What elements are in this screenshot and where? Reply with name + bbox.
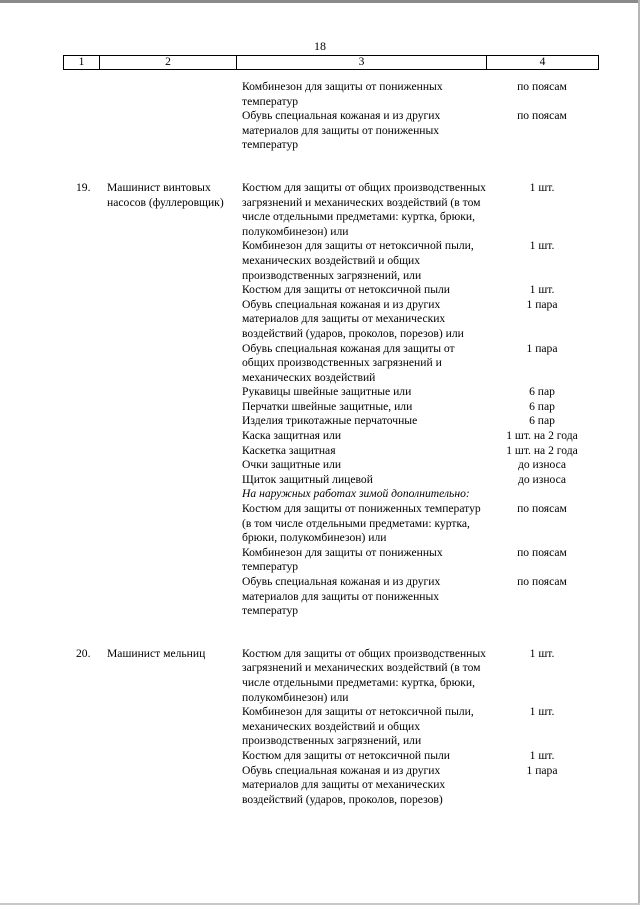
- ppe-item-name: Очки защитные или: [242, 458, 342, 472]
- ppe-item: [242, 342, 598, 386]
- ppe-item: [242, 400, 598, 415]
- ppe-item: [242, 181, 598, 239]
- page-number: 18: [314, 39, 326, 53]
- ppe-item-name: Каска защитная или: [242, 429, 342, 443]
- ppe-item-norm: 1 шт.: [529, 239, 555, 253]
- ppe-item-norm: 1 шт. на 2 года: [506, 429, 578, 443]
- ppe-item: [242, 414, 598, 429]
- ppe-item: [242, 444, 598, 459]
- ppe-item-name: Костюм для защиты от общих производственных загрязнений и механических воздействий (в том числе отдельными предметами: куртка, брюки, полукомбинезон) или: [242, 646, 486, 704]
- ppe-item: [242, 458, 598, 473]
- ppe-item-list: [242, 647, 598, 808]
- ppe-item-norm: 1 шт. на 2 года: [506, 443, 578, 457]
- ppe-item-norm: 6 пар: [529, 385, 555, 399]
- row-number: 19.: [76, 180, 91, 194]
- column-number-1: 1: [64, 56, 100, 70]
- ppe-item-name: Комбинезон для защиты от нетоксичной пыли, механических воздействий и общих производственных загрязнений, или: [242, 239, 474, 282]
- ppe-item-norm: по поясам: [517, 575, 567, 588]
- ppe-item: [242, 283, 598, 298]
- ppe-item-name: Обувь специальная кожаная и из других материалов для защиты от механических воздействий (ударов, проколов, порезов) или: [242, 297, 464, 340]
- ppe-item: [242, 546, 598, 575]
- ppe-item-name: Обувь специальная кожаная и из других материалов для защиты от пониженных температур: [242, 575, 441, 618]
- ppe-item-name: Обувь специальная кожаная для защиты от общих производственных загрязнений и механических воздействий: [242, 341, 455, 384]
- ppe-item: [242, 429, 598, 444]
- ppe-item-norm: по поясам: [517, 80, 567, 93]
- ppe-item: [242, 385, 598, 400]
- ppe-item: [242, 647, 598, 705]
- ppe-item-name: Костюм для защиты от нетоксичной пыли: [242, 283, 451, 297]
- ppe-item-norm: 6 пар: [529, 414, 555, 428]
- ppe-item-norm: 1 шт.: [529, 646, 555, 660]
- ppe-item-name: Изделия трикотажные перчаточные: [242, 414, 418, 428]
- ppe-item: [242, 764, 598, 808]
- ppe-item: [242, 80, 598, 109]
- ppe-item: [242, 575, 598, 619]
- ppe-item-name: Обувь специальная кожаная и из других материалов для защиты от пониженных температур: [242, 109, 441, 152]
- column-header-table: [63, 55, 599, 70]
- ppe-item-norm: 1 пара: [526, 341, 558, 355]
- profession-name: Машинист винтовых насосов (фуллеровщик): [107, 180, 224, 209]
- ppe-item: [242, 109, 598, 153]
- ppe-item-norm: по поясам: [517, 545, 567, 559]
- ppe-item: [242, 239, 598, 283]
- section-note: На наружных работах зимой дополнительно:: [242, 487, 470, 501]
- ppe-item-name: Костюм для защиты от пониженных температур (в том числе отдельными предметами: куртка, брюки, полукомбинезон) или: [242, 502, 481, 545]
- ppe-item-name: Перчатки швейные защитные, или: [242, 399, 413, 413]
- ppe-item-list: [242, 80, 598, 153]
- profession-group: [63, 80, 598, 153]
- ppe-item-name: Комбинезон для защиты от нетоксичной пыли, механических воздействий и общих производственных загрязнений, или: [242, 705, 474, 748]
- ppe-item-norm: 1 пара: [526, 297, 558, 311]
- ppe-item-norm: 1 шт.: [529, 283, 555, 297]
- column-number-2: 2: [100, 56, 237, 70]
- profession-group: [63, 181, 598, 619]
- ppe-item-norm: 1 пара: [526, 763, 558, 777]
- ppe-item-name: Обувь специальная кожаная и из других материалов для защиты от механических воздействий (ударов, проколов, порезов): [242, 763, 446, 806]
- ppe-item-name: Каскетка защитная: [242, 443, 336, 457]
- column-number-3: 3: [237, 56, 487, 70]
- norms-table-body: [63, 80, 598, 807]
- ppe-item-name: Костюм для защиты от общих производственных загрязнений и механических воздействий (в том числе отдельными предметами: куртка, брюки, полукомбинезон) или: [242, 180, 486, 238]
- row-number: 20.: [76, 646, 91, 660]
- ppe-item: [242, 298, 598, 342]
- ppe-item-name: Костюм для защиты от нетоксичной пыли: [242, 748, 451, 762]
- scan-edge-top: [0, 0, 640, 3]
- ppe-item-name: Рукавицы швейные защитные или: [242, 385, 412, 399]
- ppe-item-list: [242, 181, 598, 619]
- ppe-item: [242, 705, 598, 749]
- ppe-item-norm: 1 шт.: [529, 705, 555, 719]
- profession-name: Машинист мельниц: [107, 646, 206, 660]
- ppe-item-name: Комбинезон для защиты от пониженных температур: [242, 545, 443, 574]
- ppe-item: [242, 487, 598, 502]
- ppe-item-norm: до износа: [517, 458, 567, 472]
- ppe-item-norm: по поясам: [517, 502, 567, 516]
- ppe-item-norm: по поясам: [517, 109, 567, 123]
- ppe-item-norm: до износа: [517, 472, 567, 486]
- ppe-item: [242, 749, 598, 764]
- ppe-item-norm: [487, 487, 597, 502]
- ppe-item-norm: 6 пар: [529, 399, 555, 413]
- ppe-item-norm: 1 шт.: [529, 180, 555, 194]
- profession-group: [63, 647, 598, 808]
- column-number-4: 4: [487, 56, 599, 70]
- ppe-item: [242, 502, 598, 546]
- ppe-item: [242, 473, 598, 488]
- ppe-item-name: Щиток защитный лицевой: [242, 472, 373, 486]
- ppe-item-name: Комбинезон для защиты от пониженных температур: [242, 80, 443, 108]
- ppe-item-norm: 1 шт.: [529, 748, 555, 762]
